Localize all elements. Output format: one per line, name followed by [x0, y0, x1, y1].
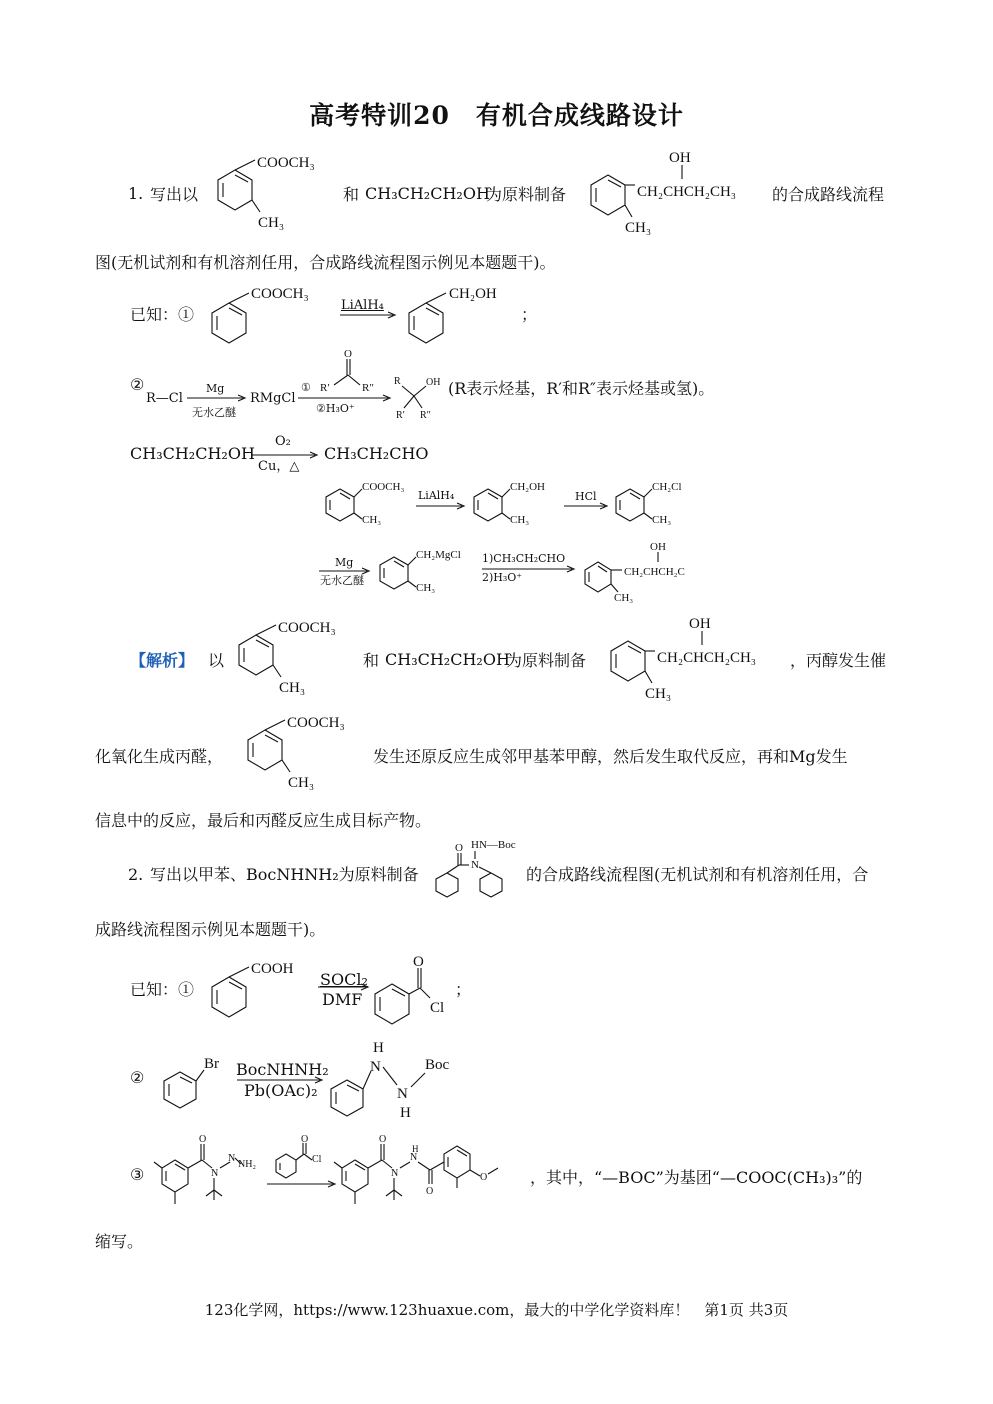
- label-ch2oh: CH₂OH: [510, 481, 546, 493]
- label-cooch3: COOCH₃: [278, 620, 336, 636]
- route-benzyl-alcohol-structure: [466, 475, 556, 527]
- label-n: N: [391, 1168, 399, 1179]
- q1-known2-label: ②: [130, 375, 145, 394]
- diacylhydrazine-product-structure: [330, 1130, 530, 1215]
- analysis-as: 为原料制备: [506, 651, 587, 670]
- route-ester-structure: [318, 475, 418, 527]
- q2-line-end: 缩写。: [95, 1232, 144, 1251]
- analysis-propanol: CH₃CH₂CH₂OH: [385, 650, 510, 669]
- methyl-benzoate-structure: [205, 283, 335, 343]
- analysis-yi: 以: [208, 651, 225, 670]
- label-ch3: CH₃: [416, 582, 436, 594]
- semicolon: ；: [521, 305, 538, 324]
- label-ch3: CH₃: [288, 775, 315, 791]
- q1-number: 1.: [128, 184, 144, 203]
- target-alcohol-structure: [580, 145, 775, 240]
- bocnhnh2-reagent: BocNHNH₂: [236, 1060, 329, 1079]
- rmgcl: RMgCl: [250, 391, 296, 406]
- ether-solvent: 无水乙醚: [192, 406, 236, 419]
- reaction-arrow: [562, 502, 612, 512]
- label-cooch3: COOCH₃: [257, 155, 315, 171]
- socl2-reagent: SOCl₂: [320, 970, 368, 989]
- label-oh: OH: [689, 616, 711, 632]
- label-chain: CH₂CHCH₂CH₃: [657, 650, 757, 666]
- route1-product: CH₃CH₂CHO: [324, 444, 429, 463]
- q1-known2-note: (R表示烃基，R′和R″表示烃基或氢)。: [448, 379, 715, 398]
- reaction-arrow: [185, 393, 250, 403]
- label-o: O: [413, 954, 424, 970]
- hydrazide-reactant-structure: [150, 1130, 265, 1215]
- react-step2: 2)H₃O⁺: [482, 571, 523, 584]
- mg-reagent: Mg: [206, 382, 225, 395]
- methyl-2-methylbenzoate-structure: [235, 710, 370, 795]
- q1-and: 和: [343, 185, 360, 204]
- step1-label: ①: [301, 382, 311, 394]
- label-ch3: CH₃: [258, 215, 285, 231]
- label-oh: OH: [669, 150, 691, 166]
- semicolon: ；: [455, 980, 472, 999]
- o2-reagent: O₂: [275, 434, 291, 449]
- analysis-tag: 【解析】: [130, 651, 195, 670]
- benzoic-acid-structure: [205, 957, 315, 1019]
- q2-known3-label: ③: [130, 1165, 145, 1184]
- label-br: Br: [204, 1056, 219, 1072]
- label-r1: R′: [320, 382, 330, 394]
- label-h: H: [412, 1144, 419, 1154]
- mg-reagent: Mg: [335, 556, 354, 569]
- benzoyl-chloride-structure: [368, 948, 458, 1028]
- q1-as-raw: 为原料制备: [486, 185, 567, 204]
- q2-tail: 的合成路线流程图(无机试剂和有机溶剂任用，合: [526, 865, 869, 884]
- label-r: R: [394, 376, 401, 387]
- methyl-2-methylbenzoate-structure: [205, 150, 335, 235]
- carbonyl-reagent-structure: [296, 345, 396, 395]
- label-n: N: [410, 1152, 418, 1163]
- analysis-and: 和: [363, 651, 380, 670]
- label-r1: R′: [396, 410, 405, 421]
- q2-target-structure: [425, 835, 535, 907]
- q2-note: ，其中，“—BOC”为基团“—COOC(CH₃)₃”的: [530, 1168, 863, 1187]
- reaction-arrow: [265, 1180, 340, 1190]
- q2-line2: 成路线流程图示例见本题题干)。: [95, 920, 326, 939]
- label-o: O: [301, 1134, 309, 1145]
- label-chain: CH₂CHCH₂CH₃: [637, 184, 737, 200]
- boc-hydrazine-structure: [325, 1035, 465, 1125]
- label-hn-boc: HN—Boc: [471, 839, 516, 851]
- route-benzyl-chloride-structure: [608, 475, 698, 527]
- label-ch3: CH₃: [625, 220, 652, 236]
- label-ch3: CH₃: [510, 514, 530, 526]
- route-target-structure: [578, 538, 713, 604]
- label-boc: Boc: [425, 1057, 450, 1073]
- tertiary-alcohol-structure: [392, 372, 452, 422]
- label-r2: R″: [420, 410, 431, 421]
- q2-number: 2.: [128, 865, 144, 884]
- q1-tail: 的合成路线流程: [772, 185, 885, 204]
- analysis-line3: 信息中的反应，最后和丙醛反应生成目标产物。: [95, 811, 432, 830]
- label-n: N: [370, 1059, 381, 1075]
- label-nh2: NH₂: [238, 1159, 256, 1170]
- pboac-reagent: Pb(OAc)₂: [244, 1081, 318, 1100]
- page-title: 高考特训20 有机合成线路设计: [309, 101, 684, 130]
- q1-line2: 图(无机试剂和有机溶剂任用，合成路线流程图示例见本题题干)。: [95, 253, 556, 272]
- label-ch3: CH₃: [362, 514, 382, 526]
- react-step1: 1)CH₃CH₂CHO: [482, 552, 566, 565]
- page-footer: 123化学网，https://www.123huaxue.com，最大的中学化学资料库！ 第1页 共3页: [204, 1301, 789, 1319]
- q1-known-label: 已知：①: [130, 305, 195, 324]
- label-oh: OH: [426, 377, 441, 388]
- q1-intro: 写出以: [150, 185, 199, 204]
- label-ch3: CH₃: [652, 514, 672, 526]
- step2-label: ②H₃O⁺: [316, 402, 355, 415]
- q2-known2-label: ②: [130, 1068, 145, 1087]
- label-n: N: [471, 859, 479, 871]
- label-o: O: [426, 1186, 434, 1197]
- label-o: O: [379, 1134, 387, 1145]
- q2-intro: 写出以甲苯、BocNHNH₂为原料制备: [150, 865, 419, 884]
- label-ch2mgcl: CH₂MgCl: [416, 549, 461, 561]
- reaction-arrow: [338, 310, 400, 320]
- target-alcohol-structure: [600, 611, 795, 706]
- r-cl: R—Cl: [146, 391, 183, 406]
- label-cl: Cl: [312, 1154, 322, 1165]
- grignard-structure: [372, 543, 482, 595]
- label-chain: CH₂CHCH₂C: [624, 566, 685, 578]
- label-n: N: [397, 1086, 408, 1102]
- cu-heat-condition: Cu，△: [258, 459, 300, 474]
- q1-propanol: CH₃CH₂CH₂OH: [365, 184, 490, 203]
- label-cooch3: COOCH₃: [287, 715, 345, 731]
- dmf-solvent: DMF: [322, 990, 363, 1009]
- analysis-line2b: 发生还原反应生成邻甲基苯甲醇，然后发生取代反应，再和Mg发生: [373, 747, 848, 766]
- label-ch2cl: CH₂Cl: [652, 481, 682, 493]
- label-cooch3: COOCH₃: [362, 481, 405, 493]
- hcl-reagent: HCl: [575, 490, 597, 503]
- label-ch2oh: CH₂OH: [449, 286, 497, 302]
- label-o: O: [199, 1134, 207, 1145]
- label-r2: R″: [362, 382, 374, 394]
- label-cooch3: COOCH₃: [251, 286, 309, 302]
- benzoyl-chloride-reagent-structure: [268, 1134, 333, 1175]
- label-o: O: [344, 348, 352, 360]
- label-ch3: CH₃: [645, 686, 672, 702]
- q2-known-label: 已知：①: [130, 980, 195, 999]
- label-n: N: [228, 1153, 236, 1164]
- lialh4-reagent: LiAlH₄: [341, 298, 384, 313]
- label-oh: OH: [650, 541, 666, 553]
- label-o: O: [480, 1172, 488, 1183]
- label-h: H: [373, 1040, 384, 1056]
- label-n: N: [211, 1168, 219, 1179]
- route1-start: CH₃CH₂CH₂OH: [130, 444, 255, 463]
- label-cooh: COOH: [251, 961, 294, 977]
- reaction-arrow: [414, 502, 469, 512]
- methyl-2-methylbenzoate-structure: [226, 615, 361, 700]
- lialh4-reagent: LiAlH₄: [418, 489, 455, 502]
- bromobenzene-structure: [160, 1048, 235, 1110]
- analysis-tail: ，丙醇发生催: [790, 651, 887, 670]
- ether-solvent: 无水乙醚: [320, 574, 364, 587]
- label-ch3: CH₃: [279, 680, 306, 696]
- label-h: H: [400, 1105, 411, 1121]
- label-cl: Cl: [430, 1000, 445, 1016]
- analysis-line2a: 化氧化生成丙醛，: [95, 747, 224, 766]
- label-ch3: CH₃: [614, 592, 634, 604]
- benzyl-alcohol-structure: [402, 283, 527, 343]
- label-o: O: [455, 842, 463, 854]
